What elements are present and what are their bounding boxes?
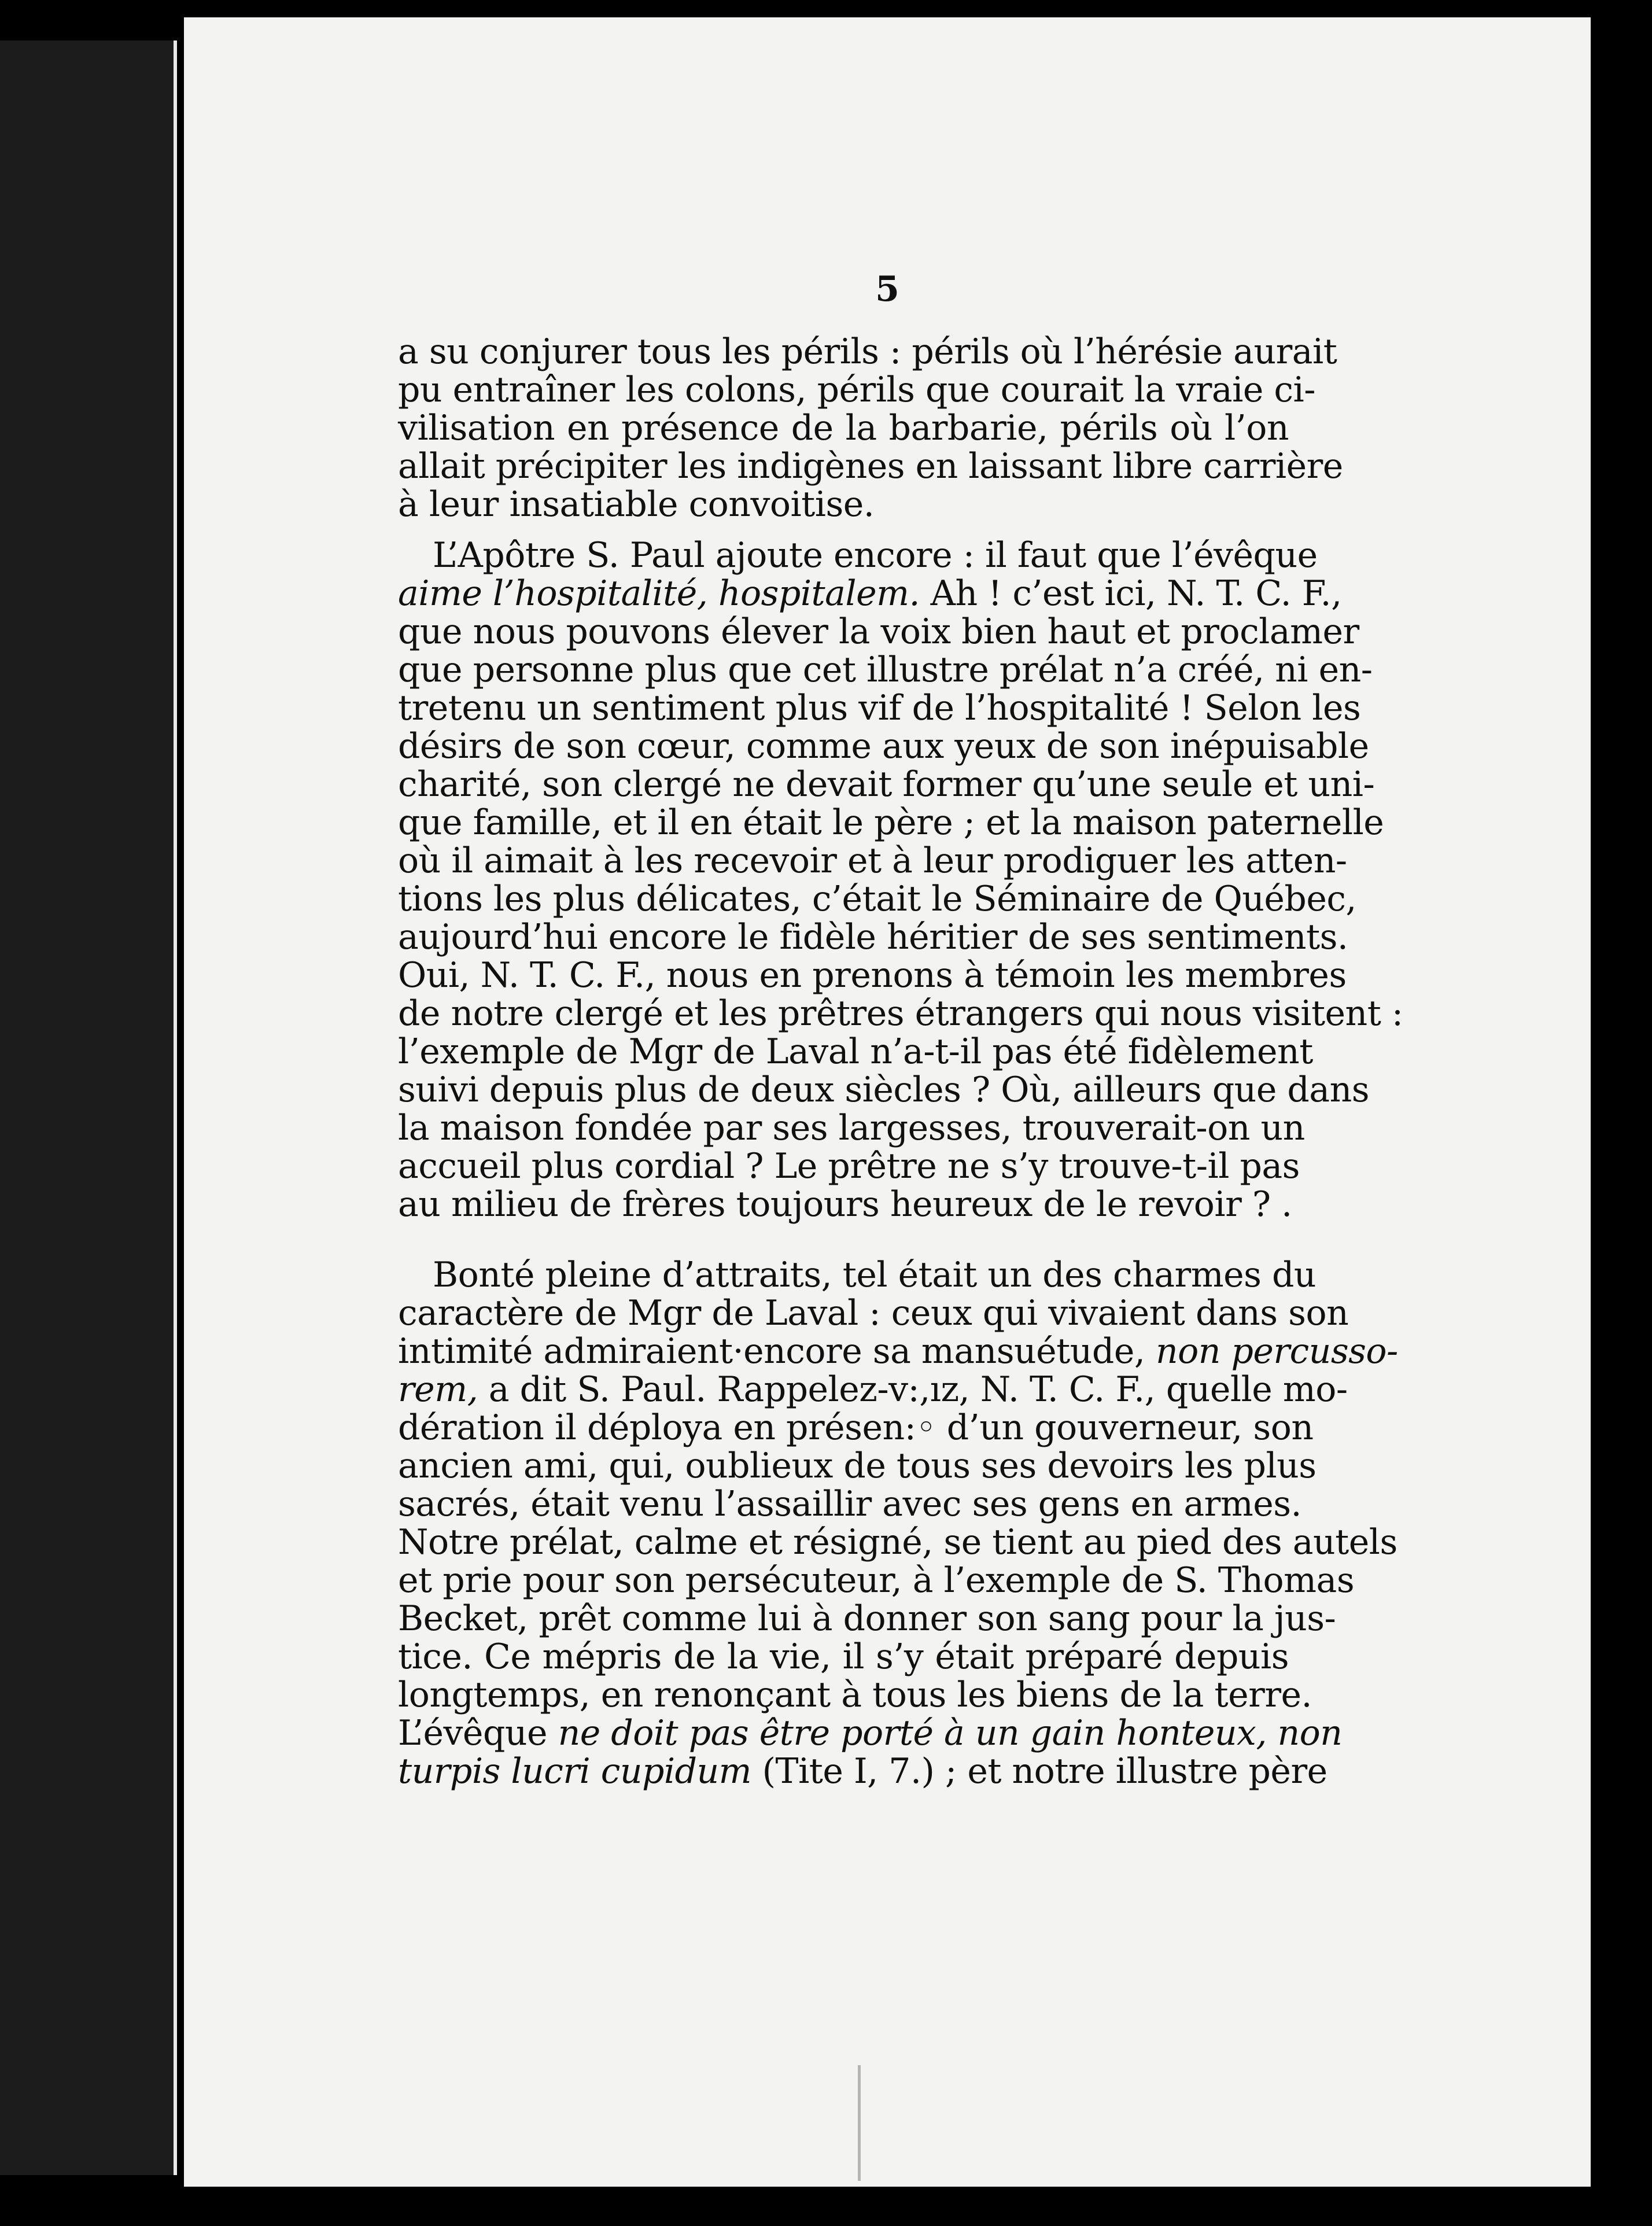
paragraph-1 <box>398 331 1343 525</box>
text-line: que famille, et il en était le père ; et la maison paternelle <box>398 802 1384 843</box>
text-line: ancien ami, qui, oublieux de tous ses devoirs les plus <box>398 1446 1317 1486</box>
text-line-mixed <box>398 1369 1348 1410</box>
latin-quote: ne doit pas être porté à un gain honteux, non <box>558 1713 1343 1753</box>
text-line: au milieu de frères toujours heureux de le revoir ? . <box>398 1184 1292 1225</box>
text-line: où il aimait à les recevoir et à leur prodiguer les atten- <box>398 841 1347 881</box>
paragraph-2 <box>398 535 1403 1225</box>
scan-border <box>1591 17 1652 2226</box>
text-line: que personne plus que cet illustre prélat n’a créé, ni en- <box>398 650 1373 690</box>
text-line: tions les plus délicates, c’était le Séminaire de Québec, <box>398 879 1357 919</box>
text-line: dération il déploya en présen:◦ d’un gouverneur, son <box>398 1407 1314 1448</box>
latin-quote: rem, <box>398 1369 478 1410</box>
text-span: (Tite I, 7.) ; et notre illustre père <box>751 1751 1328 1792</box>
text-line: a su conjurer tous les périls : périls où l’hérésie aurait <box>398 331 1337 372</box>
text-line: désirs de son cœur, comme aux yeux de son inépuisable <box>398 726 1369 766</box>
text-line: vilisation en présence de la barbarie, périls où l’on <box>398 408 1289 448</box>
text-line: accueil plus cordial ? Le prêtre ne s’y trouve-t-il pas <box>398 1146 1300 1186</box>
text-span: intimité admiraient·encore sa mansuétude, <box>398 1331 1156 1372</box>
text-line: allait précipiter les indigènes en laissant libre carrière <box>398 446 1343 487</box>
text-line: charité, son clergé ne devait former qu’une seule et uni- <box>398 764 1375 805</box>
latin-quote: non percusso- <box>1156 1331 1398 1372</box>
text-span: a dit S. Paul. Rappelez-v:,ız, N. T. C. F., quelle mo- <box>478 1369 1348 1410</box>
text-line: longtemps, en renonçant à tous les biens de la terre. <box>398 1675 1312 1715</box>
text-line: que nous pouvons élever la voix bien haut et proclamer <box>398 611 1359 652</box>
text-span: Ah ! c’est ici, N. T. C. F., <box>920 573 1342 614</box>
body-text <box>398 331 1403 1792</box>
text-line-mixed <box>398 573 1342 614</box>
text-line: l’exemple de Mgr de Laval n’a-t-il pas été fidèlement <box>398 1031 1313 1072</box>
text-line: Oui, N. T. C. F., nous en prenons à témoin les membres <box>398 955 1347 996</box>
text-line: à leur insatiable convoitise. <box>398 484 875 525</box>
facing-page-edge <box>0 40 177 2175</box>
text-line: tretenu un sentiment plus vif de l’hospitalité ! Selon les <box>398 688 1361 728</box>
text-line: de notre clergé et les prêtres étrangers qui nous visitent : <box>398 993 1403 1034</box>
text-line: aujourd’hui encore le fidèle héritier de ses sentiments. <box>398 917 1348 957</box>
latin-quote: aime l’hospitalité, hospitalem. <box>398 573 920 614</box>
text-line: tice. Ce mépris de la vie, il s’y était préparé depuis <box>398 1637 1289 1677</box>
text-line: suivi depuis plus de deux siècles ? Où, ailleurs que dans <box>398 1070 1370 1110</box>
text-line: Bonté pleine d’attraits, tel était un des charmes du <box>433 1255 1317 1295</box>
text-line: pu entraîner les colons, périls que courait la vraie ci- <box>398 370 1315 410</box>
text-line: L’Apôtre S. Paul ajoute encore : il faut que l’évêque <box>433 535 1318 576</box>
text-span: L’évêque <box>398 1713 558 1753</box>
text-line: sacrés, était venu l’assaillir avec ses gens en armes. <box>398 1484 1302 1524</box>
text-line: la maison fondée par ses largesses, trouverait-on un <box>398 1108 1305 1148</box>
page-fold-mark <box>858 2065 901 2181</box>
paragraph-3 <box>398 1255 1398 1792</box>
text-line-mixed <box>398 1751 1328 1792</box>
text-line: Becket, prêt comme lui à donner son sang pour la jus- <box>398 1598 1336 1639</box>
text-line-mixed <box>398 1331 1398 1372</box>
text-line: et prie pour son persécuteur, à l’exemple de S. Thomas <box>398 1560 1355 1601</box>
text-line: caractère de Mgr de Laval : ceux qui vivaient dans son <box>398 1293 1349 1333</box>
text-line-mixed <box>398 1713 1343 1753</box>
text-line: Notre prélat, calme et résigné, se tient au pied des autels <box>398 1522 1397 1562</box>
page-number: 5 <box>875 269 899 309</box>
book-page <box>184 17 1591 2187</box>
latin-quote: turpis lucri cupidum <box>398 1751 752 1792</box>
